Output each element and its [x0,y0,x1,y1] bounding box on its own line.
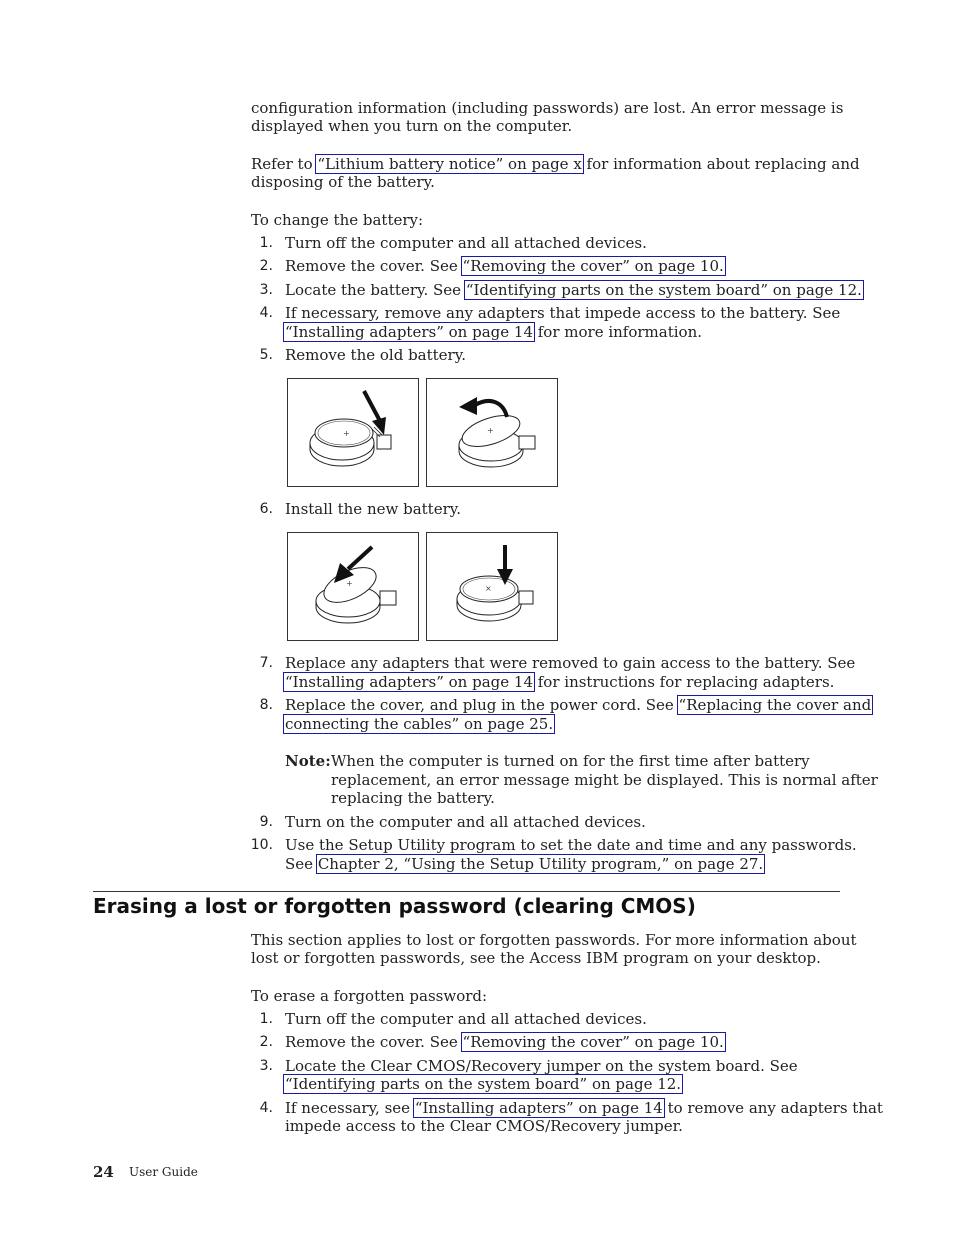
svg-text:+: + [346,579,353,588]
step-number: 2. [259,258,273,274]
note-text: replacing the battery. [331,789,495,807]
replacing-cover-link[interactable]: “Replacing the cover and [678,696,872,714]
step-number: 10. [250,837,273,853]
step-text: Install the new battery. [285,500,461,518]
intro-line: configuration information (including passwords) are lost. An error message is [251,99,844,117]
remove-battery-figure-press [287,378,419,487]
section-divider [93,891,840,892]
step-number: 5. [259,347,273,363]
step-suffix: to remove any adapters that [662,1099,883,1117]
note-text: replacement, an error message might be displayed. This is normal after [331,771,878,789]
step-number: 6. [259,501,273,517]
step-prefix: If necessary, see [285,1099,415,1117]
refer-line2: disposing of the battery. [251,173,435,191]
step-number: 1. [259,235,273,251]
page-number: 24 [93,1163,114,1181]
step-number: 2. [259,1034,273,1050]
step-text: Remove the old battery. [285,346,466,364]
step-text: impede access to the Clear CMOS/Recovery jumper. [285,1117,683,1135]
step-text: If necessary, remove any adapters that impede access to the battery. See [285,304,841,322]
footer-title: User Guide [129,1165,198,1179]
step-number: 3. [259,1058,273,1074]
section-intro: lost or forgotten passwords, see the Access IBM program on your desktop. [251,949,821,967]
installing-adapters-link[interactable]: “Installing adapters” on page 14 [285,673,533,691]
step-text: Turn off the computer and all attached devices. [285,234,647,252]
setup-utility-chapter-link[interactable]: Chapter 2, “Using the Setup Utility program,” on page 27. [317,855,764,873]
step-number: 4. [259,305,273,321]
step-number: 1. [259,1011,273,1027]
step-number: 9. [259,814,273,830]
note-label-text: Note: [285,752,331,770]
step-prefix: Remove the cover. See [285,257,463,275]
refer-prefix: Refer to [251,155,318,173]
step-prefix: Locate the battery. See [285,281,466,299]
note-label [285,752,331,770]
step-prefix: Replace the cover, and plug in the power cord. See [285,696,679,714]
refer-paragraph [251,155,860,173]
step-text [285,855,763,873]
lithium-battery-notice-link[interactable]: “Lithium battery notice” on page x [317,155,582,173]
step-text [285,696,871,714]
step-number: 3. [259,282,273,298]
erase-password-intro: To erase a forgotten password: [251,987,488,1005]
refer-suffix: for information about replacing and [581,155,860,173]
note-text: When the computer is turned on for the first time after battery [331,752,810,770]
step-text: Locate the Clear CMOS/Recovery jumper on the system board. See [285,1057,798,1075]
step-text: Use the Setup Utility program to set the date and time and any passwords. [285,836,857,854]
step-text: Replace any adapters that were removed to gain access to the battery. See [285,654,856,672]
step-text [285,323,702,341]
step-prefix: Remove the cover. See [285,1033,463,1051]
step-suffix: for more information. [532,323,703,341]
section-heading: Erasing a lost or forgotten password (clearing CMOS) [93,894,696,918]
step-text: Turn on the computer and all attached devices. [285,813,646,831]
install-battery-figure-press [426,532,558,641]
identifying-parts-link[interactable]: “Identifying parts on the system board” on page 12. [465,281,862,299]
installing-adapters-link[interactable]: “Installing adapters” on page 14 [285,323,533,341]
step-number: 4. [259,1100,273,1116]
change-battery-intro: To change the battery: [251,211,424,229]
svg-text:×: × [485,584,492,593]
step-number: 7. [259,655,273,671]
step-text [285,673,834,691]
identifying-parts-link[interactable]: “Identifying parts on the system board” on page 12. [285,1075,682,1093]
section-intro: This section applies to lost or forgotten passwords. For more information about [251,931,857,949]
svg-text:+: + [343,429,350,438]
step-text [285,1033,724,1051]
step-text [285,257,724,275]
step-text [285,1075,681,1093]
step-suffix: for instructions for replacing adapters. [532,673,835,691]
intro-line: displayed when you turn on the computer. [251,117,573,135]
step-text [285,281,862,299]
step-number: 8. [259,697,273,713]
removing-cover-link[interactable]: “Removing the cover” on page 10. [462,1033,724,1051]
step-text [285,715,553,733]
svg-text:+: + [487,426,494,435]
step-prefix: See [285,855,318,873]
remove-battery-figure-lift [426,378,558,487]
installing-adapters-link[interactable]: “Installing adapters” on page 14 [414,1099,663,1117]
removing-cover-link[interactable]: “Removing the cover” on page 10. [462,257,724,275]
step-text [285,1099,883,1117]
replacing-cover-link-cont[interactable]: connecting the cables” on page 25. [285,715,554,733]
step-text: Turn off the computer and all attached devices. [285,1010,647,1028]
install-battery-figure-tilt [287,532,419,641]
